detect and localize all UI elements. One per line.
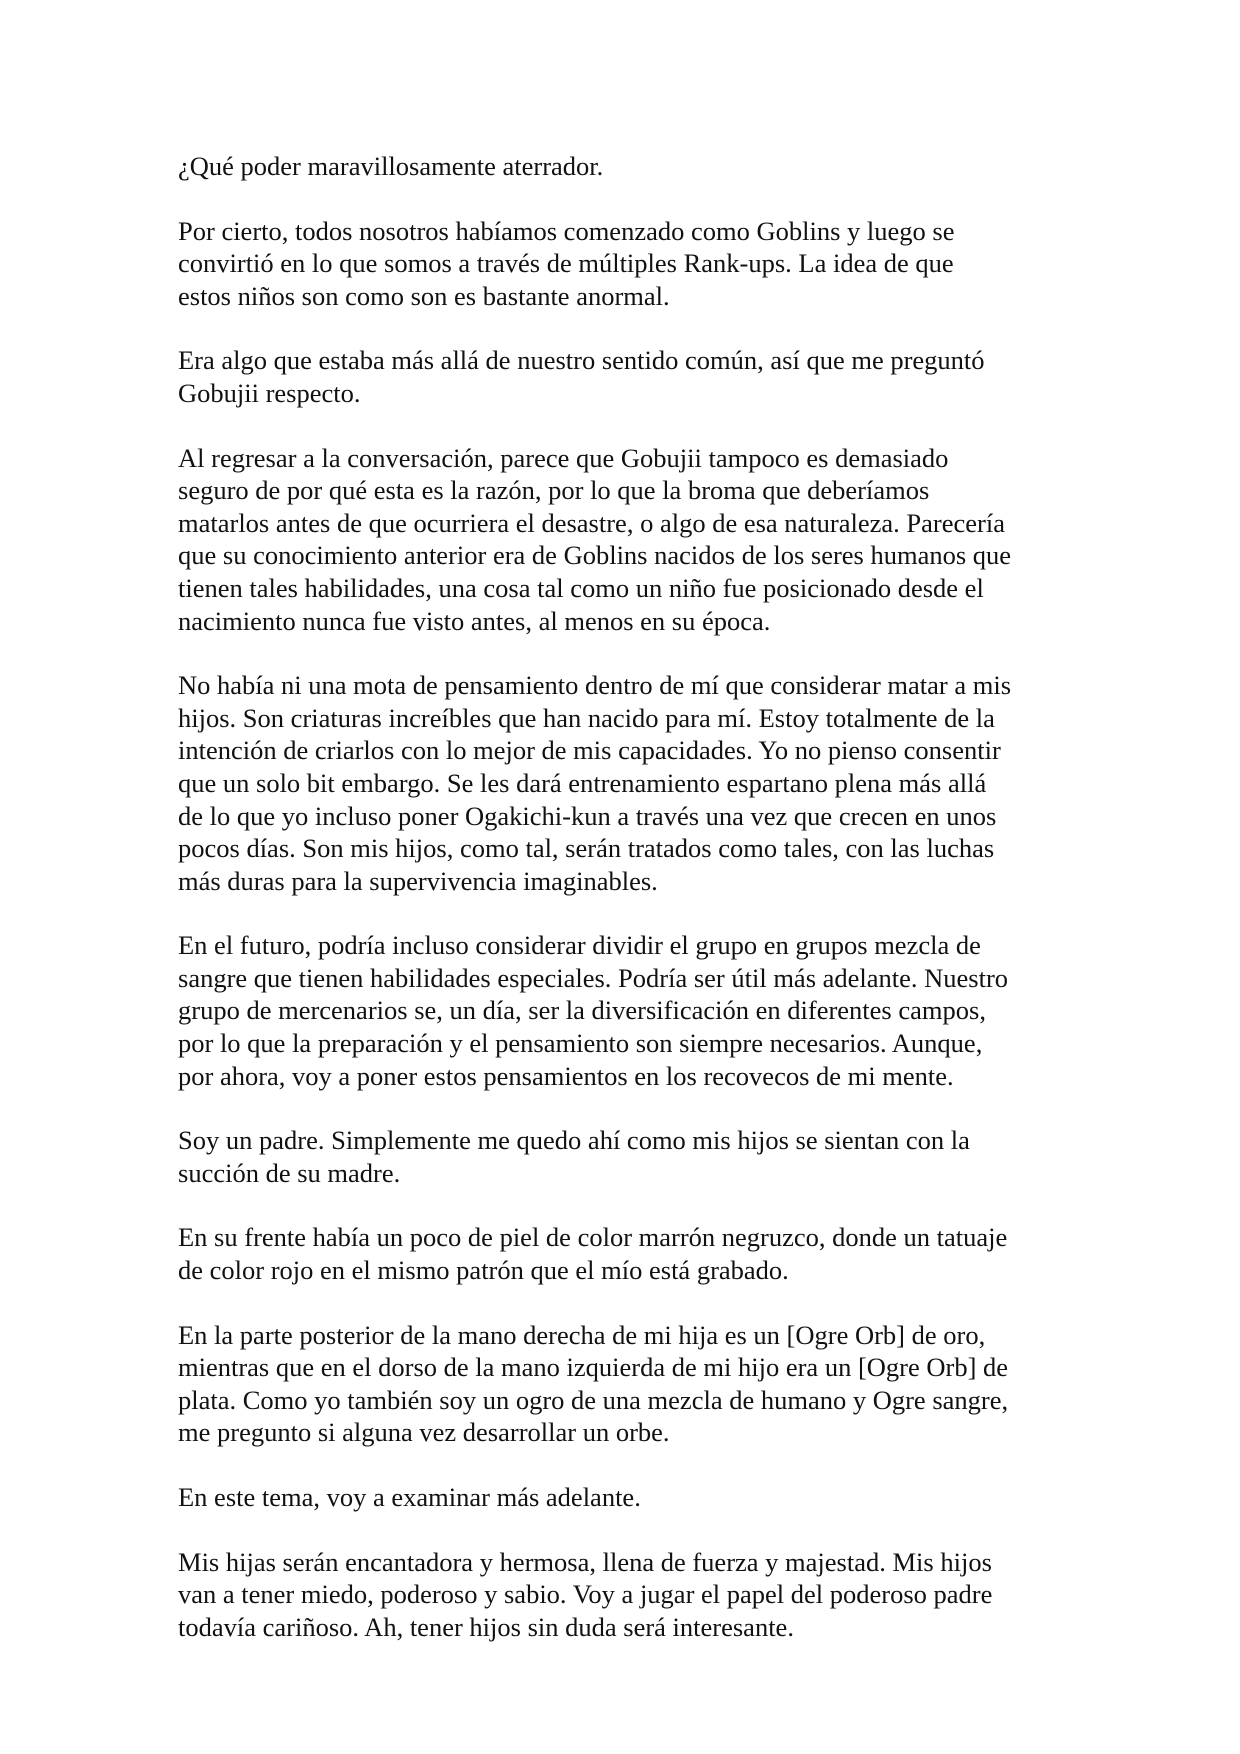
paragraph-5: No había ni una mota de pensamiento dentro de mí que considerar matar a mis hijos. Son criaturas increíbles que han nacido para mí. Estoy totalmente de la intención de criarlos con lo mejor de mis capacidades. Yo no pienso consentir que un solo bit embargo. Se les dará entrenamiento espartano plena más allá de lo que yo incluso poner Ogakichi-kun a través una vez que crecen en unos pocos días. Son mis hijos, como tal, serán tratados como tales, con las luchas más duras para la supervivencia imaginables. [178, 670, 1012, 896]
paragraph-3: Era algo que estaba más allá de nuestro sentido común, así que me preguntó Gobujii respecto. [178, 345, 985, 408]
paragraph-2: Por cierto, todos nosotros habíamos comenzado como Goblins y luego se convirtió en lo que somos a través de múltiples Rank-ups. La idea de que estos niños son como son es bastante anormal. [178, 215, 955, 311]
paragraph-9: En la parte posterior de la mano derecha de mi hija es un [Ogre Orb] de oro, mientras que en el dorso de la mano izquierda de mi hijo era un [Ogre Orb] de plata. Como yo también soy un ogro de una mezcla de humano y Ogre sangre, me pregunto si alguna vez desarrollar un orbe. [178, 1319, 1009, 1448]
document-body [178, 150, 1078, 1643]
paragraph-8: En su frente había un poco de piel de color marrón negruzco, donde un tatuaje de color rojo en el mismo patrón que el mío está grabado. [178, 1222, 1008, 1286]
paragraph-4: Al regresar a la conversación, parece que Gobujii tampoco es demasiado seguro de por qué esta es la razón, por lo que la broma que deberíamos matarlos antes de que ocurriera el desastre, o algo de esa naturaleza. Parecería que su conocimiento anterior era de Goblins nacidos de los seres humanos que tienen tales habilidades, una cosa tal como un niño fue posicionado desde el nacimiento nunca fue visto antes, al menos en su época. [178, 442, 1012, 636]
paragraph-7: Soy un padre. Simplemente me quedo ahí como mis hijos se sientan con la succión de su madre. [178, 1125, 970, 1188]
paragraph-11: Mis hijas serán encantadora y hermosa, llena de fuerza y majestad. Mis hijos van a tener miedo, poderoso y sabio. Voy a jugar el papel del poderoso padre todavía cariñoso. Ah, tener hijos sin duda será interesante. [178, 1546, 993, 1642]
paragraph-6: En el futuro, podría incluso considerar dividir el grupo en grupos mezcla de sangre que tienen habilidades especiales. Podría ser útil más adelante. Nuestro grupo de mercenarios se, un día, ser la diversificación en diferentes campos, por lo que la preparación y el pensamiento son siempre necesarios. Aunque, por ahora, voy a poner estos pensamientos en los recovecos de mi mente. [178, 930, 1009, 1091]
paragraph-10: En este tema, voy a examinar más adelante. [178, 1482, 641, 1512]
paragraph-1: ¿Qué poder maravillosamente aterrador. [178, 151, 604, 181]
